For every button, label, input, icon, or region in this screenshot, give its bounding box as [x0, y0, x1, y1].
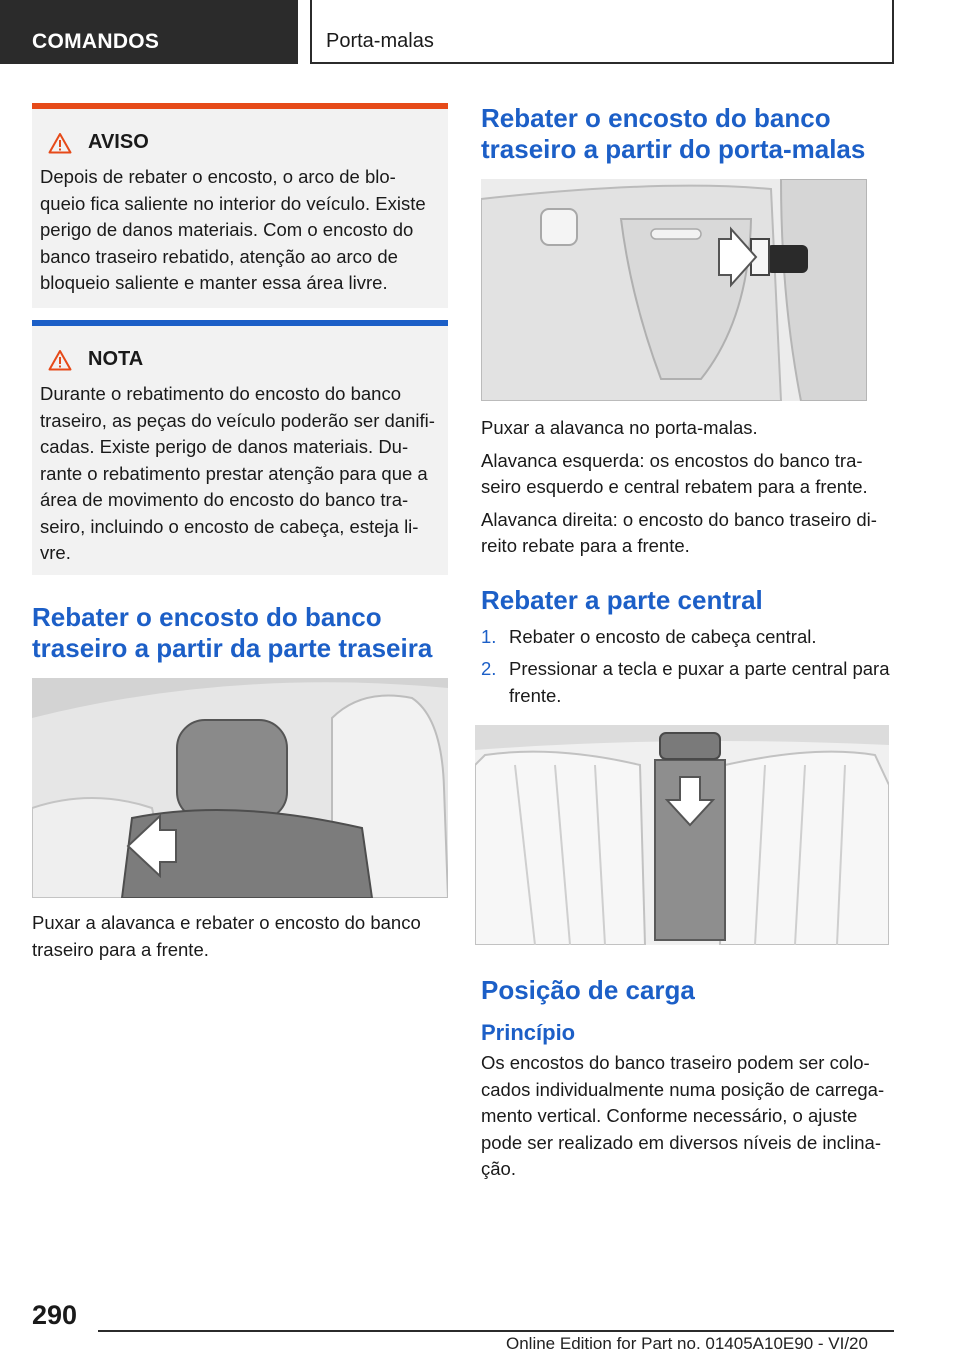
- warning-icon: [48, 132, 72, 154]
- subheading: Princípio: [481, 1020, 576, 1045]
- footer-divider: [98, 1330, 894, 1332]
- nota-text: Durante o rebatimento do encosto do banco traseiro, as peças do veículo poderão ser danifi-cadas. Existe perigo de danos materiais. Du-rante o rebatimento prestar atenção para que a área de movimento do encosto do banco tra-seiro, incluindo o encosto de cabeça, esteja li-vre.: [40, 383, 435, 563]
- section-title: COMANDOS: [32, 30, 160, 53]
- aviso-title: AVISO: [88, 131, 149, 153]
- aviso-box: [32, 103, 448, 308]
- left-lever-text: Alavanca esquerda: os encostos do banco tra-seiro esquerdo e central rebatem para a frente.: [481, 449, 868, 497]
- section-heading: Rebater a parte central: [481, 584, 763, 615]
- carga-text: Os encostos do banco traseiro podem ser colo-cados individualmente numa posição de carrega-mento vertical. Conforme necessário, o ajuste pode ser realizado em diversos níveis de inclina-ção.: [481, 1052, 885, 1179]
- section-heading: Rebater o encosto do banco traseiro a partir do porta-malas: [481, 103, 866, 164]
- chapter-tab: [310, 0, 894, 64]
- left-column: [32, 103, 448, 963]
- section-heading: Rebater o encosto do banco traseiro a partir da parte traseira: [32, 602, 433, 663]
- footer-edition: Online Edition for Part no. 01405A10E90 - VI/20: [506, 1334, 868, 1353]
- step-text: Rebater o encosto de cabeça central.: [509, 625, 817, 647]
- steps-list: [481, 624, 895, 710]
- trunk-step: Puxar a alavanca no porta-malas.: [481, 417, 758, 438]
- list-item: [481, 624, 895, 651]
- warning-icon: [48, 349, 72, 371]
- list-item: [481, 656, 895, 709]
- section-tab: [0, 0, 298, 64]
- section-heading: Posição de carga: [481, 975, 695, 1005]
- left-caption: Puxar a alavanca e rebater o encosto do banco traseiro para a frente.: [32, 912, 421, 960]
- chapter-title: Porta-malas: [326, 30, 434, 52]
- trunk-lever-image: [481, 179, 867, 401]
- rear-seat-lever-image: [32, 678, 448, 898]
- right-column: [481, 103, 895, 1183]
- nota-box: [32, 320, 448, 575]
- step-text: Pressionar a tecla e puxar a parte central para frente.: [509, 658, 890, 706]
- step-number: 2.: [481, 658, 497, 679]
- aviso-text: Depois de rebater o encosto, o arco de blo-queio fica saliente no interior do veículo. Existe perigo de danos materiais. Com o encosto do banco traseiro rebatido, atenção ao arco de bloqueio saliente e manter essa área livre.: [40, 166, 426, 293]
- center-seat-image: [475, 725, 889, 945]
- page-number: 290: [32, 1300, 78, 1330]
- step-number: 1.: [481, 625, 497, 647]
- right-lever-text: Alavanca direita: o encosto do banco traseiro di-reito rebate para a frente.: [481, 508, 877, 556]
- nota-title: NOTA: [88, 348, 144, 370]
